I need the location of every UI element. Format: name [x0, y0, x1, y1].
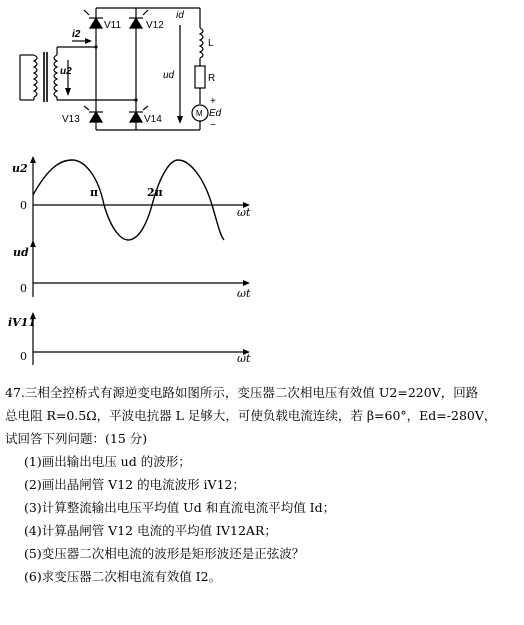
label-plus: +	[210, 96, 216, 107]
secondary-coil	[54, 55, 57, 97]
label-L: L	[208, 38, 214, 49]
label-M: M	[196, 109, 203, 118]
u2-ylabel: u2	[12, 162, 28, 175]
label-v11: V11	[104, 20, 122, 31]
iv11-ylabel: iV11	[8, 316, 37, 329]
label-R: R	[208, 73, 216, 84]
inductor-L	[200, 28, 203, 58]
label-Ed: Ed	[209, 108, 222, 119]
label-minus: −	[210, 120, 216, 131]
ud-origin: 0	[20, 282, 27, 295]
label-v14: V14	[144, 114, 162, 125]
label-ud: ud	[163, 70, 175, 81]
label-v13: V13	[62, 114, 80, 125]
question-item-3: (3)计算整流输出电压平均值 Ud 和直流电流平均值 Id；	[24, 500, 336, 515]
iv11-xlabel: ωt	[237, 352, 251, 365]
ud-ylabel: ud	[13, 246, 29, 259]
thyristor-v11	[84, 10, 103, 28]
question-line-2: 总电阻 R=0.5Ω，平波电抗器 L 足够大，可使负载电流连续，若 β=60°，Ed=-280V，	[5, 408, 497, 423]
thyristor-v13	[84, 106, 103, 122]
question-block	[5, 381, 520, 588]
graph-ud	[13, 240, 251, 300]
u2-origin: 0	[20, 199, 27, 212]
u2-xlabel: ωt	[237, 206, 251, 219]
primary-coil	[34, 55, 37, 97]
question-item-5: (5)变压器二次相电流的波形是矩形波还是正弦波？	[24, 546, 305, 561]
label-v12: V12	[146, 20, 164, 31]
question-item-6: (6)求变压器二次相电流有效值 I2。	[24, 569, 222, 584]
label-i2: i2	[72, 29, 81, 40]
graph-iv11	[8, 312, 251, 365]
question-line-1: 47.三相全控桥式有源逆变电路如图所示，变压器二次相电压有效值 U2=220V，回路	[5, 385, 479, 400]
label-id: id	[176, 10, 184, 21]
resistor-R	[195, 66, 205, 88]
label-u2: u2	[60, 66, 72, 77]
u2-sine-wave	[33, 160, 224, 240]
question-item-1: (1)画出输出电压 ud 的波形；	[24, 454, 191, 469]
question-item-2: (2)画出晶闸管 V12 的电流波形 iV12；	[24, 477, 245, 492]
question-item-4: (4)计算晶闸管 V12 电流的平均值 IV12AR；	[24, 523, 277, 538]
u2-pi: π	[90, 186, 99, 199]
u2-two-pi: 2π	[147, 186, 163, 199]
iv11-origin: 0	[20, 350, 27, 363]
question-line-3: 试回答下列问题：(15 分)	[5, 431, 148, 446]
graph-u2	[12, 156, 251, 244]
ud-xlabel: ωt	[237, 287, 251, 300]
